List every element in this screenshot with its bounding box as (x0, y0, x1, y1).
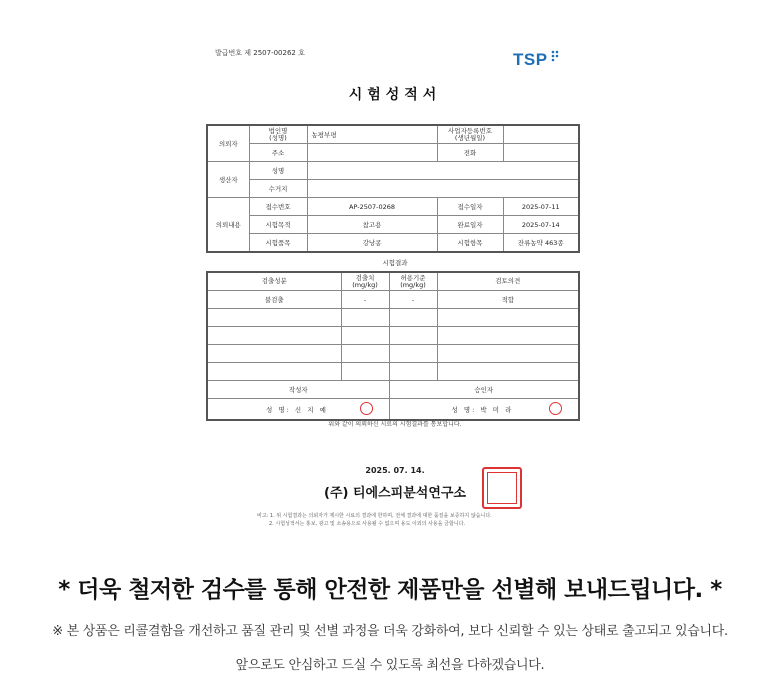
cell: - (341, 291, 389, 309)
complete-date-label: 완료일자 (437, 216, 503, 234)
header-opinion: 검토의견 (437, 272, 579, 291)
approver-label: 승인자 (389, 381, 579, 399)
tsp-logo: TSP (513, 50, 548, 69)
results-table (206, 271, 580, 421)
corp-name-label: 법인명 (성명) (249, 125, 307, 144)
complete-date-value: 2025-07-14 (503, 216, 579, 234)
writer-sign: 성 명: 신 지 예 (266, 406, 328, 414)
collection-site-value (307, 180, 579, 198)
company-name: (주) 티에스피분석연구소 (324, 486, 466, 501)
cell (207, 309, 341, 327)
table-row (207, 291, 579, 309)
notes (257, 512, 492, 528)
info-table (206, 124, 580, 253)
approver-seal-icon (549, 402, 562, 415)
certificate-title: 시험성적서 (348, 87, 442, 103)
approver-sign-cell (389, 399, 579, 421)
table-row (207, 309, 579, 327)
results-title: 시험결과 (382, 259, 408, 267)
test-item-value: 잔류농약 463종 (503, 234, 579, 253)
header-component: 검출성분 (207, 272, 341, 291)
receipt-date-value: 2025-07-11 (503, 198, 579, 216)
confirmation-text: 위와 같이 의뢰하신 시료의 시험결과를 통보합니다. (328, 421, 462, 428)
issue-date: 2025. 07. 14. (365, 466, 425, 475)
producer-name-label: 성명 (249, 162, 307, 180)
corp-name-value: 농평부평 (307, 125, 437, 144)
test-certificate (195, 40, 595, 545)
reg-no-value (503, 125, 579, 144)
issue-number: 발급번호 제 2507-00262 호 (215, 49, 305, 57)
cell (207, 345, 341, 363)
headline: * 더욱 철저한 검수를 통해 안전한 제품만을 선별해 보내드립니다. * (58, 577, 722, 603)
table-row (207, 345, 579, 363)
note-1: 비고: 1. 위 시험결과는 의뢰자가 제시한 시료의 결과에 한하며, 전체 결과에 대한 품질을 보증하지 않습니다. (257, 513, 492, 519)
writer-seal-icon (360, 402, 373, 415)
cell (389, 345, 437, 363)
cell (207, 327, 341, 345)
producer-name-value (307, 162, 579, 180)
table-row (207, 327, 579, 345)
sub-line-2: 앞으로도 안심하고 드실 수 있도록 최선을 다하겠습니다. (235, 658, 545, 673)
company-seal-icon (482, 467, 522, 509)
cell (389, 363, 437, 381)
cell: 불검출 (207, 291, 341, 309)
cell (389, 327, 437, 345)
phone-value (503, 144, 579, 162)
cell (341, 309, 389, 327)
writer-label: 작성자 (207, 381, 389, 399)
header-limit: 허용기준 (mg/kg) (389, 272, 437, 291)
test-item-label: 시험항목 (437, 234, 503, 253)
cell (341, 345, 389, 363)
logo-dots-icon (551, 50, 561, 64)
cell: - (389, 291, 437, 309)
receipt-no-value: AP-2507-0268 (307, 198, 437, 216)
purpose-value: 참고용 (307, 216, 437, 234)
cell (437, 345, 579, 363)
table-row (207, 363, 579, 381)
note-2: 2. 시험성적서는 홍보, 광고 및 소송용으로 사용될 수 없으며 용도 이외의 사용을 금합니다. (269, 521, 466, 527)
receipt-no-label: 접수번호 (249, 198, 307, 216)
item-label: 시험품목 (249, 234, 307, 253)
cell (389, 309, 437, 327)
collection-site-label: 수거지 (249, 180, 307, 198)
address-value (307, 144, 437, 162)
header-detected: 검출치 (mg/kg) (341, 272, 389, 291)
approver-sign: 성 명: 박 미 라 (451, 406, 514, 414)
cell (207, 363, 341, 381)
item-value: 강낭콩 (307, 234, 437, 253)
cell (437, 327, 579, 345)
receipt-date-label: 접수일자 (437, 198, 503, 216)
cell: 적합 (437, 291, 579, 309)
cell (437, 309, 579, 327)
request-label: 의뢰내용 (207, 198, 249, 253)
sub-line-1: ※ 본 상품은 리콜결함을 개선하고 품질 관리 및 선별 과정을 더욱 강화하여, 보다 신뢰할 수 있는 상태로 출고되고 있습니다. (52, 624, 728, 639)
producer-label: 생산자 (207, 162, 249, 198)
cell (437, 363, 579, 381)
cell (341, 327, 389, 345)
client-label: 의뢰자 (207, 125, 249, 162)
phone-label: 전화 (437, 144, 503, 162)
cell (341, 363, 389, 381)
purpose-label: 시험목적 (249, 216, 307, 234)
writer-sign-cell (207, 399, 389, 421)
reg-no-label: 사업자등록번호 (생년월일) (437, 125, 503, 144)
address-label: 주소 (249, 144, 307, 162)
